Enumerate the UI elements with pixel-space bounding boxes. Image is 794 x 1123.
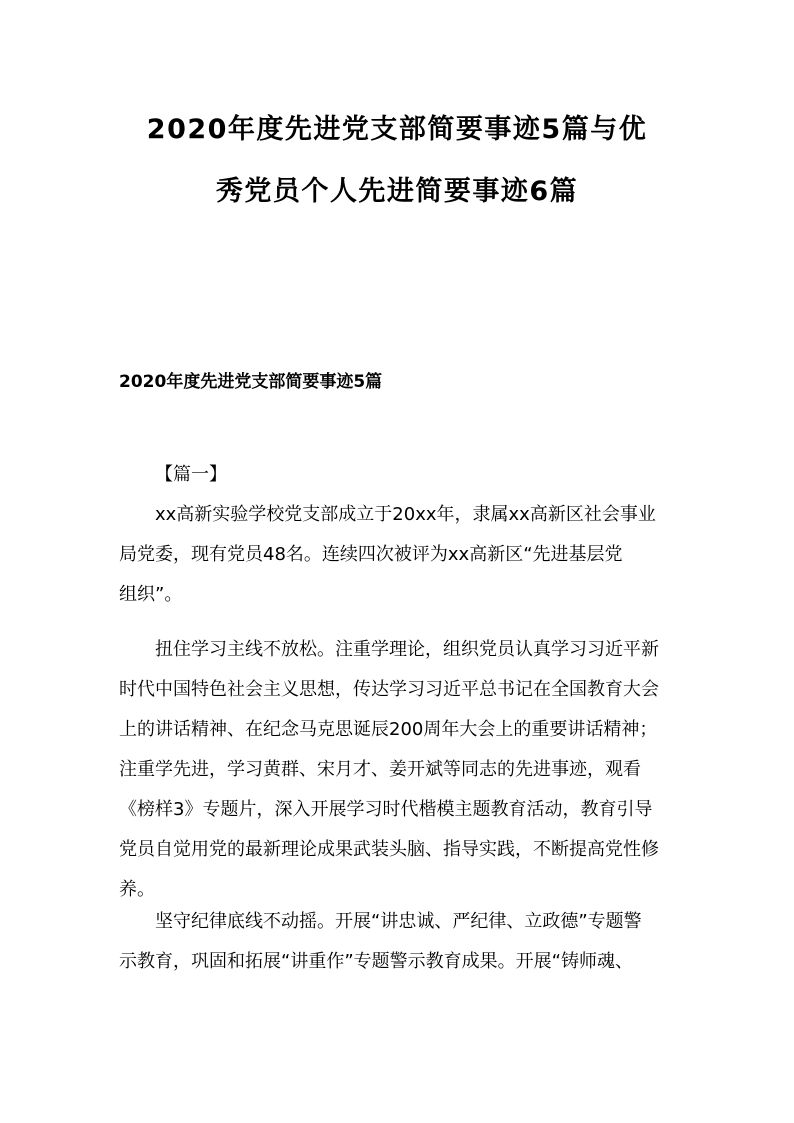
paragraph-line: 坚守纪律底线不动摇。开展“讲忠诚、严纪律、立政德”专题警 <box>155 911 642 932</box>
paragraph-1 <box>119 495 679 615</box>
paragraph-2 <box>119 630 679 910</box>
document-title-line-2: 秀党员个人先进简要事迹6篇 <box>215 176 579 207</box>
article-label: 【篇一】 <box>155 464 227 485</box>
paragraph-line: xx高新实验学校党支部成立于20xx年，隶属xx高新区社会事业 <box>155 504 656 525</box>
paragraph-line: 组织”。 <box>119 584 183 605</box>
paragraph-line: 局党委，现有党员48名。连续四次被评为xx高新区“先进基层党 <box>119 544 623 565</box>
paragraph-line: 《榜样3》专题片，深入开展学习时代楷模主题教育活动，教育引导 <box>119 799 653 820</box>
article-label-block <box>119 455 679 495</box>
paragraph-line: 上的讲话精神、在纪念马克思诞辰200周年大会上的重要讲话精神； <box>119 719 658 740</box>
paragraph-line: 扭住学习主线不放松。注重学理论，组织党员认真学习习近平新 <box>155 639 659 660</box>
paragraph-line: 注重学先进，学习黄群、宋月才、姜开斌等同志的先进事迹，观看 <box>119 759 641 780</box>
paragraph-line: 养。 <box>119 879 155 900</box>
paragraph-line: 示教育，巩固和拓展“讲重作”专题警示教育成果。开展“铸师魂、 <box>119 951 633 972</box>
paragraph-line: 时代中国特色社会主义思想，传达学习习近平总书记在全国教育大会 <box>119 679 659 700</box>
section-heading: 2020年度先进党支部简要事迹5篇 <box>119 372 383 392</box>
document-title-line-1: 2020年度先进党支部简要事迹5篇与优 <box>146 114 648 145</box>
paragraph-3 <box>119 902 679 982</box>
paragraph-line: 党员自觉用党的最新理论成果武装头脑、指导实践，不断提高党性修 <box>119 839 659 860</box>
